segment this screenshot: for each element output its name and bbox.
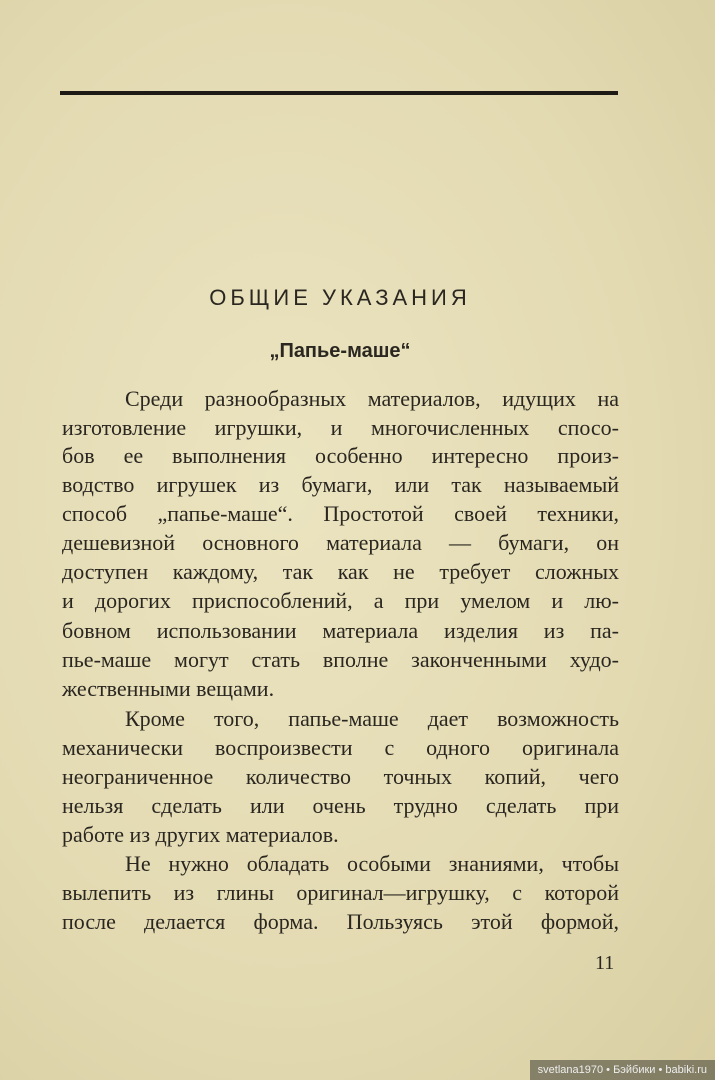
text-line: бов ее выполнения особенно интересно произ-: [62, 443, 619, 468]
text-line: Кроме того, папье-маше дает возможность: [125, 706, 619, 731]
text-line: жественными вещами.: [62, 676, 275, 701]
text-line: вылепить из глины оригинал—игрушку, с которой: [62, 880, 619, 905]
page-number: 11: [595, 952, 615, 974]
text-line: и дорогих приспособлений, а при умелом и лю-: [62, 588, 619, 613]
watermark: svetlana1970 • Бэйбики • babiki.ru: [530, 1060, 715, 1080]
text-line: пье-маше могут стать вполне законченными худо-: [62, 647, 619, 672]
text-line: механически воспроизвести с одного оригинала: [62, 735, 619, 760]
header-rule: [60, 91, 618, 95]
text-line: Среди разнообразных материалов, идущих на: [125, 386, 619, 411]
text-line: водство игрушек из бумаги, или так называемый: [62, 472, 619, 497]
section-subheading: „Папье-маше“: [269, 340, 411, 362]
text-line: способ „папье-маше“. Простотой своей техники,: [62, 501, 619, 526]
text-line: неограниченное количество точных копий, чего: [62, 764, 619, 789]
text-line: работе из других материалов.: [62, 822, 339, 847]
text-line: бовном использовании материала изделия из па-: [62, 618, 619, 643]
text-line: Не нужно обладать особыми знаниями, чтобы: [125, 851, 619, 876]
text-line: дешевизной основного материала — бумаги, он: [62, 530, 619, 555]
text-line: доступен каждому, так как не требует сложных: [62, 559, 619, 584]
text-line: изготовление игрушки, и многочисленных спосо-: [62, 415, 619, 440]
section-heading: ОБЩИЕ УКАЗАНИЯ: [209, 285, 471, 310]
text-line: нельзя сделать или очень трудно сделать при: [62, 793, 619, 818]
text-line: после делается форма. Пользуясь этой формой,: [62, 909, 619, 934]
